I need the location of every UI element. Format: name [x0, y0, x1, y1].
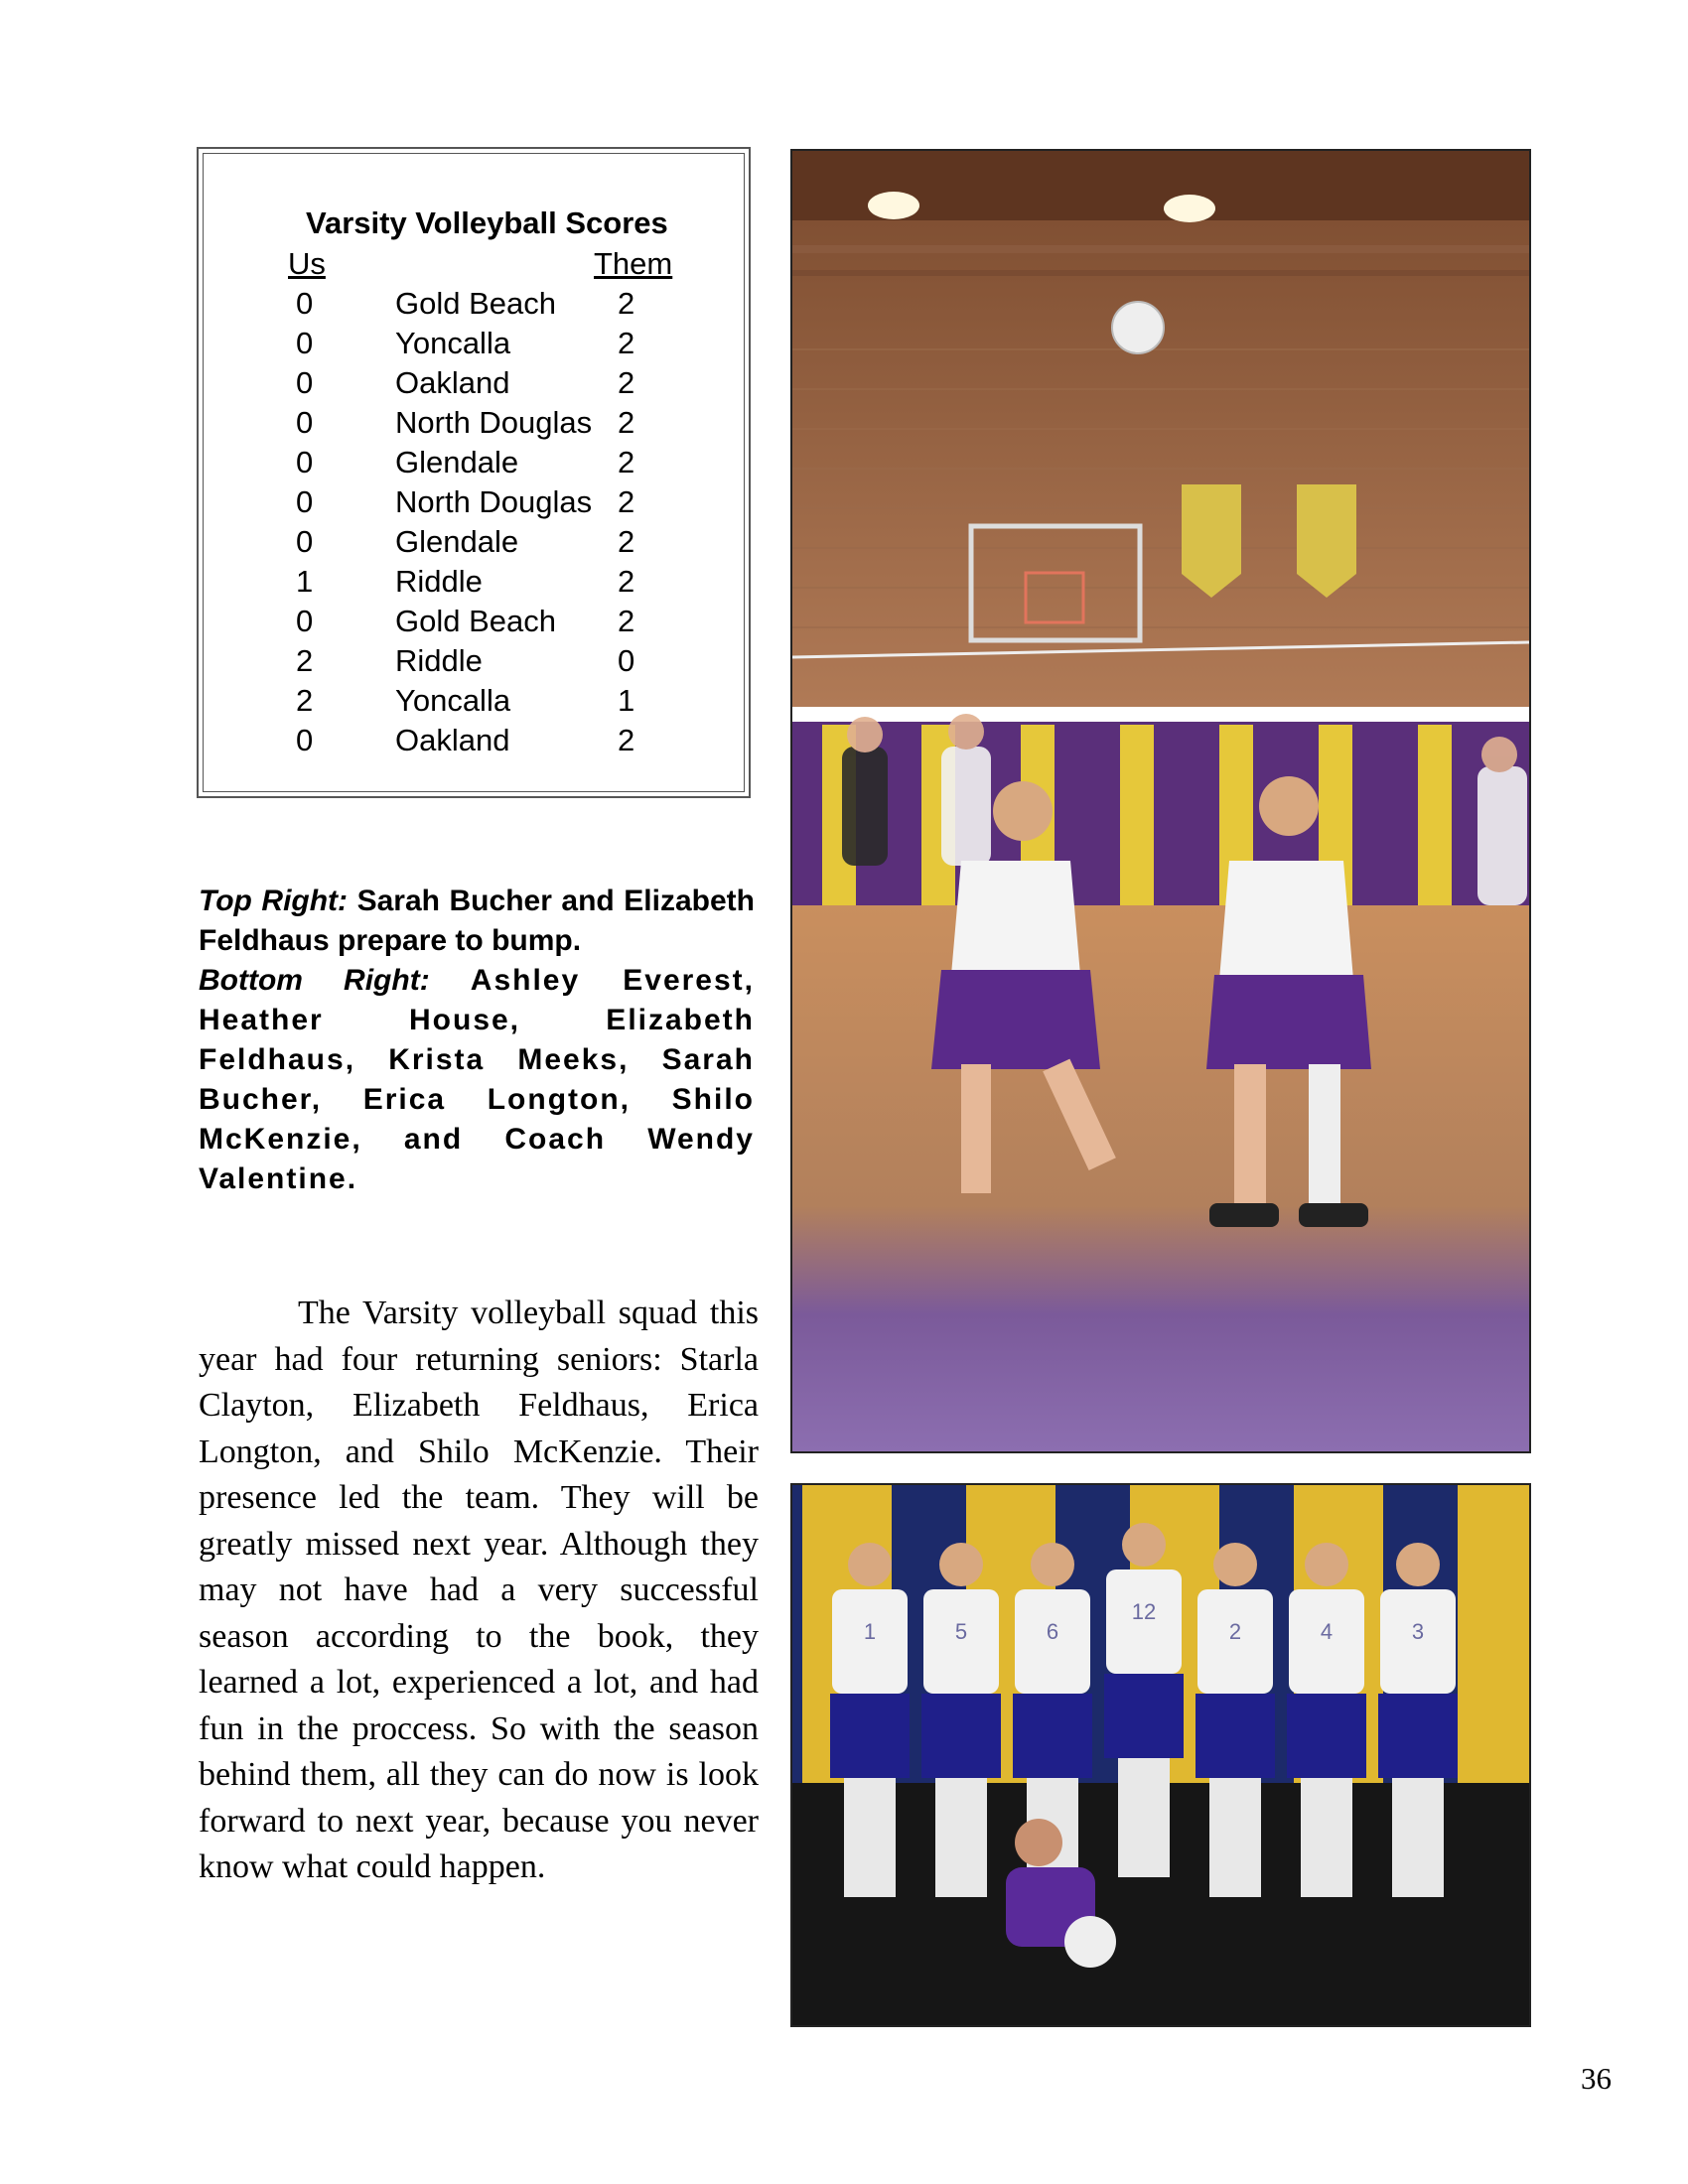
score-us: 0: [296, 604, 314, 638]
player-legs: [844, 1778, 896, 1897]
jersey-number: 4: [1320, 1619, 1334, 1644]
score-team: Yoncalla: [395, 326, 511, 360]
score-row: [288, 681, 687, 721]
score-them: 2: [618, 484, 635, 519]
player-head: [1122, 1523, 1166, 1567]
jersey-number: 6: [1046, 1619, 1059, 1644]
player-shorts: [830, 1694, 910, 1778]
score-us: 2: [296, 683, 314, 718]
score-team: Glendale: [395, 524, 519, 559]
player-shorts: [1287, 1694, 1366, 1778]
jersey-number: 5: [954, 1619, 968, 1644]
score-them: 2: [618, 524, 635, 559]
score-team: Gold Beach: [395, 286, 556, 321]
score-row: [288, 363, 687, 403]
score-us: 0: [296, 723, 314, 757]
player-head: [939, 1543, 983, 1586]
player-legs: [1209, 1778, 1261, 1897]
score-row: [288, 522, 687, 562]
player-shorts: [1378, 1694, 1458, 1778]
score-row: [288, 641, 687, 681]
player-head: [1213, 1543, 1257, 1586]
player-legs: [1392, 1778, 1444, 1897]
caption-top-label: Top Right:: [199, 885, 349, 917]
player-head: [1305, 1543, 1348, 1586]
score-team: North Douglas: [395, 484, 593, 519]
score-row: [288, 721, 687, 760]
player-legs: [1118, 1758, 1170, 1877]
score-row: [288, 324, 687, 363]
scores-body: [288, 284, 687, 760]
scores-header-row: [288, 244, 687, 284]
player-shorts: [1104, 1674, 1184, 1758]
score-them: 2: [618, 445, 635, 479]
score-row: [288, 403, 687, 443]
score-team: Glendale: [395, 445, 519, 479]
player-legs: [1301, 1778, 1352, 1897]
jersey-number: 2: [1228, 1619, 1242, 1644]
score-us: 0: [296, 524, 314, 559]
score-row: [288, 284, 687, 324]
score-them: 2: [618, 723, 635, 757]
score-team: Oakland: [395, 365, 510, 400]
player-head: [1396, 1543, 1440, 1586]
header-us: Us: [288, 246, 326, 281]
score-us: 0: [296, 286, 314, 321]
photo-action-bump: [790, 149, 1531, 1453]
player-shorts: [1013, 1694, 1092, 1778]
score-them: 2: [618, 326, 635, 360]
article-paragraph: The Varsity volleyball squad this year had four returning seniors: Starla Clayton, Elizabeth Feldhaus, Erica Longton, and Shilo McKenzie. Their presence led the team. They will be greatly missed next year. Although they may not have had a very successful season according to the book, they learned a lot, experienced a lot, and had fun in the proccess. So with the season behind them, all they can do now is look forward to next year, because you never know what could happen.: [199, 1295, 759, 1885]
article-body: [199, 1291, 759, 1891]
score-them: 2: [618, 604, 635, 638]
player-head: [1031, 1543, 1074, 1586]
score-them: 2: [618, 405, 635, 440]
scores-box: [197, 147, 751, 798]
team-photo-illustration: [792, 1485, 1529, 2025]
player-legs: [935, 1778, 987, 1897]
scores-title: Varsity Volleyball Scores: [306, 205, 668, 240]
jersey-number: 3: [1411, 1619, 1425, 1644]
score-us: 1: [296, 564, 314, 599]
jersey-number: 12: [1131, 1599, 1157, 1624]
caption-bottom-label: Bottom Right:: [199, 964, 430, 997]
score-row: [288, 602, 687, 641]
score-team: North Douglas: [395, 405, 593, 440]
score-them: 1: [618, 683, 635, 718]
player-head: [848, 1543, 892, 1586]
player-shorts: [1196, 1694, 1275, 1778]
page-number: 36: [1581, 2061, 1612, 2096]
score-team: Yoncalla: [395, 683, 511, 718]
score-us: 2: [296, 643, 314, 678]
score-us: 0: [296, 405, 314, 440]
header-them: Them: [594, 246, 673, 281]
photo-caption: [199, 882, 755, 1199]
score-row: [288, 482, 687, 522]
caption-bottom-text: Ashley Everest, Heather House, Elizabeth Feldhaus, Krista Meeks, Sarah Bucher, Erica Longton, Shilo McKenzie, and Coach Wendy Valentine.: [199, 964, 755, 1195]
header-team-spacer: [395, 244, 594, 284]
score-row: [288, 443, 687, 482]
score-us: 0: [296, 445, 314, 479]
score-them: 2: [618, 365, 635, 400]
score-us: 0: [296, 326, 314, 360]
score-team: Gold Beach: [395, 604, 556, 638]
caption-top-text: Sarah Bucher and Elizabeth Feldhaus prepare to bump.: [199, 885, 755, 957]
jersey-number: 1: [863, 1619, 877, 1644]
score-team: Riddle: [395, 564, 483, 599]
score-team: Riddle: [395, 643, 483, 678]
score-row: [288, 562, 687, 602]
score-us: 0: [296, 484, 314, 519]
photo-team-portrait: [790, 1483, 1531, 2027]
scores-table: [288, 244, 687, 760]
score-team: Oakland: [395, 723, 510, 757]
score-us: 0: [296, 365, 314, 400]
action-photo-illustration: [792, 151, 1529, 1451]
player-shorts: [921, 1694, 1001, 1778]
score-them: 2: [618, 286, 635, 321]
score-them: 2: [618, 564, 635, 599]
score-them: 0: [618, 643, 635, 678]
